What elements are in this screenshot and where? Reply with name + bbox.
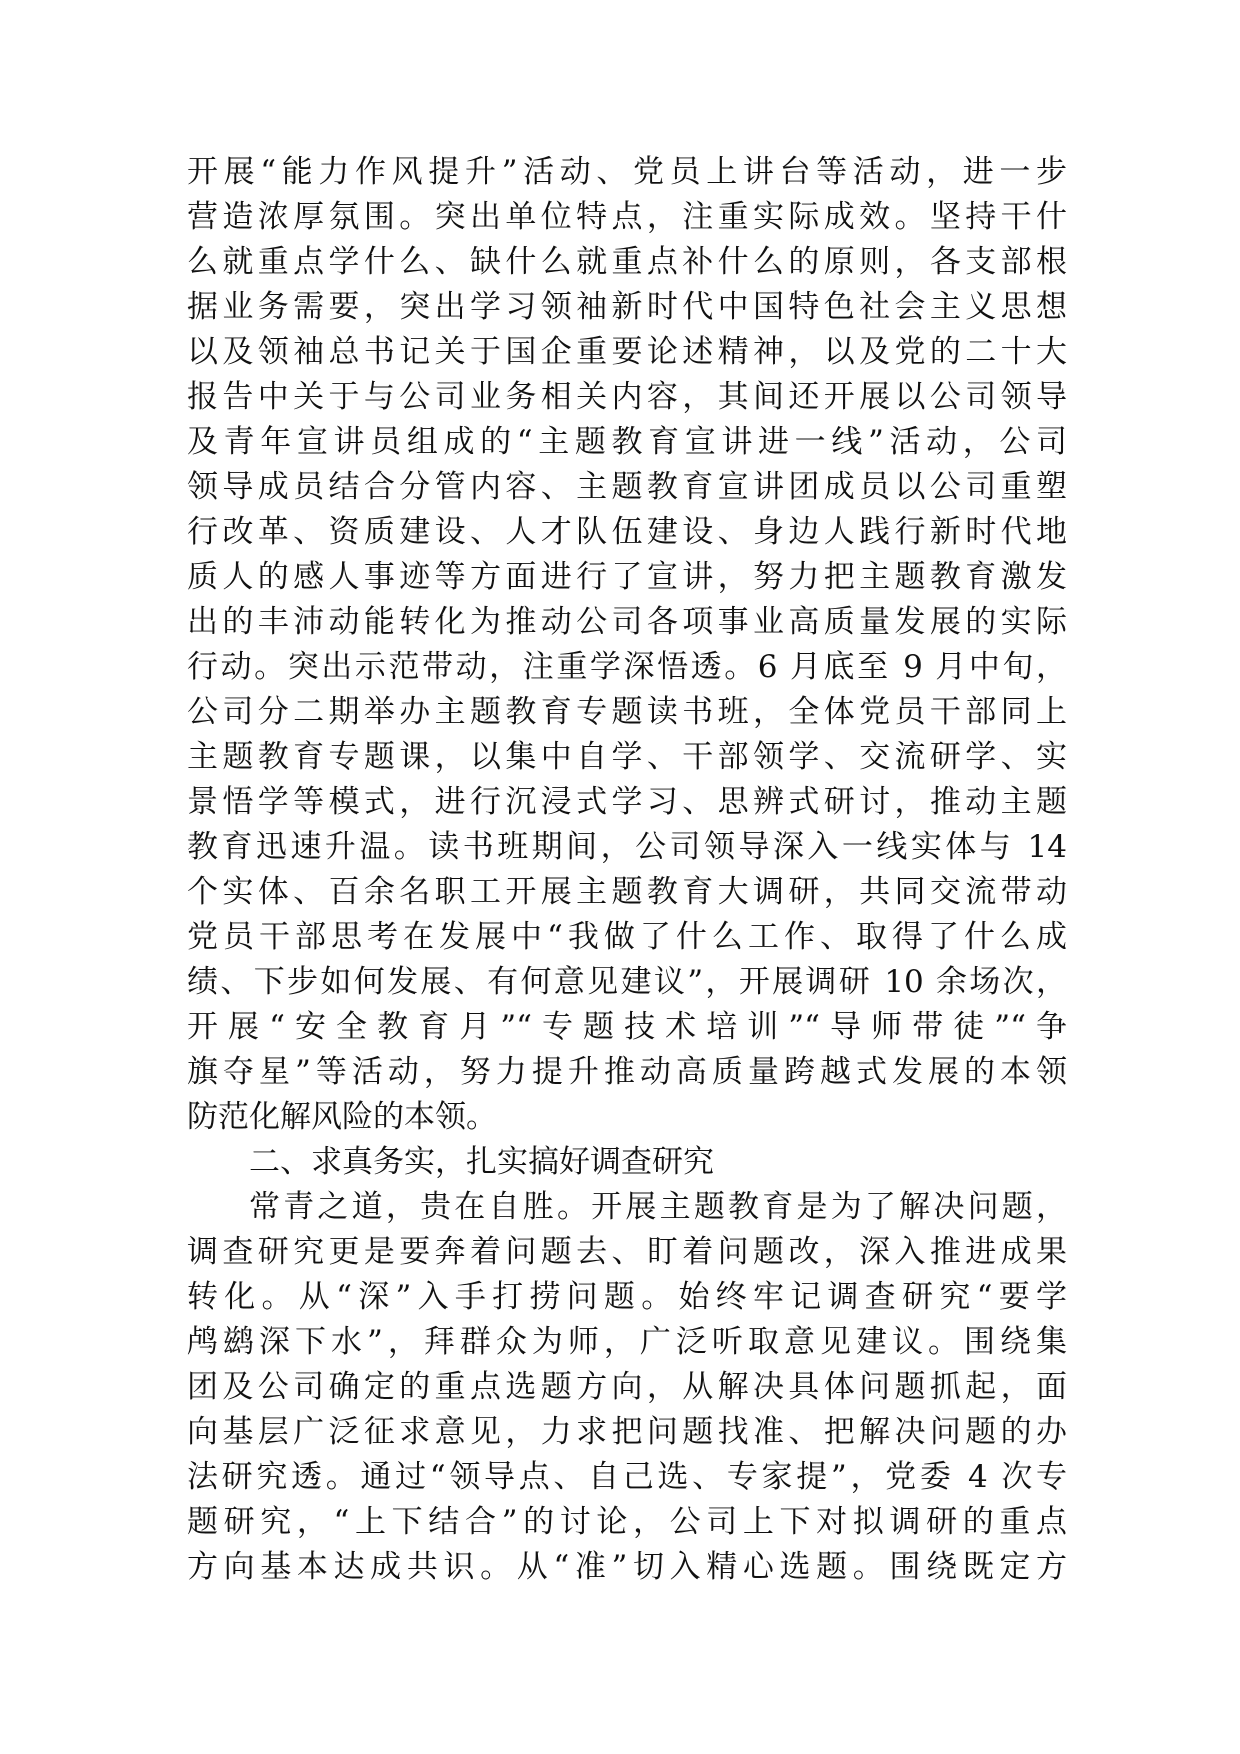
text-line: 向基层广泛征求意见，力求把问题找准、把解决问题的办 bbox=[187, 1414, 1067, 1450]
text-line: 行动。突出示范带动，注重学深悟透。6 月底至 9 月中旬， bbox=[187, 649, 1067, 685]
paragraph-first-line: 常青之道，贵在自胜。开展主题教育是为了解决问题， bbox=[249, 1189, 1067, 1225]
text-line: 质人的感人事迹等方面进行了宣讲，努力把主题教育激发 bbox=[187, 559, 1067, 595]
section-heading: 二、求真务实，扎实搞好调查研究 bbox=[249, 1144, 714, 1180]
text-line: 营造浓厚氛围。突出单位特点，注重实际成效。坚持干什 bbox=[187, 199, 1067, 235]
text-line: 个实体、百余名职工开展主题教育大调研，共同交流带动 bbox=[187, 874, 1067, 910]
text-line: 绩、下步如何发展、有何意见建议”，开展调研 10 余场次， bbox=[187, 964, 1067, 1000]
text-line: 教育迅速升温。读书班期间，公司领导深入一线实体与 14 bbox=[187, 829, 1067, 865]
text-line: 领导成员结合分管内容、主题教育宣讲团成员以公司重塑 bbox=[187, 469, 1067, 505]
text-line: 调查研究更是要奔着问题去、盯着问题改，深入推进成果 bbox=[187, 1234, 1067, 1270]
paragraph-end-line: 防范化解风险的本领。 bbox=[187, 1099, 497, 1135]
text-line: 法研究透。通过“领导点、自己选、专家提”，党委 4 次专 bbox=[187, 1459, 1067, 1495]
text-line: 报告中关于与公司业务相关内容，其间还开展以公司领导 bbox=[187, 379, 1067, 415]
text-line: 题研究，“上下结合”的讨论，公司上下对拟调研的重点 bbox=[187, 1504, 1067, 1540]
text-line: 旗夺星”等活动，努力提升推动高质量跨越式发展的本领 bbox=[187, 1054, 1067, 1090]
text-line: 主题教育专题课，以集中自学、干部领学、交流研学、实 bbox=[187, 739, 1067, 775]
text-line: 公司分二期举办主题教育专题读书班，全体党员干部同上 bbox=[187, 694, 1067, 730]
text-line: 行改革、资质建设、人才队伍建设、身边人践行新时代地 bbox=[187, 514, 1067, 550]
text-line: 据业务需要，突出学习领袖新时代中国特色社会主义思想 bbox=[187, 289, 1067, 325]
text-line: 鸬鹚深下水”，拜群众为师，广泛听取意见建议。围绕集 bbox=[187, 1324, 1067, 1360]
text-line: 开展“安全教育月”“专题技术培训”“导师带徒”“争 bbox=[187, 1009, 1067, 1045]
text-line: 及青年宣讲员组成的“主题教育宣讲进一线”活动，公司 bbox=[187, 424, 1067, 460]
text-line: 党员干部思考在发展中“我做了什么工作、取得了什么成 bbox=[187, 919, 1067, 955]
text-line: 出的丰沛动能转化为推动公司各项事业高质量发展的实际 bbox=[187, 604, 1067, 640]
text-line: 转化。从“深”入手打捞问题。始终牢记调查研究“要学 bbox=[187, 1279, 1067, 1315]
text-line: 开展“能力作风提升”活动、党员上讲台等活动，进一步 bbox=[187, 154, 1067, 190]
body-text bbox=[187, 150, 1067, 1590]
text-line: 么就重点学什么、缺什么就重点补什么的原则，各支部根 bbox=[187, 244, 1067, 280]
text-line: 方向基本达成共识。从“准”切入精心选题。围绕既定方 bbox=[187, 1549, 1067, 1585]
text-line: 以及领袖总书记关于国企重要论述精神，以及党的二十大 bbox=[187, 334, 1067, 370]
text-line: 团及公司确定的重点选题方向，从解决具体问题抓起，面 bbox=[187, 1369, 1067, 1405]
text-line: 景悟学等模式，进行沉浸式学习、思辨式研讨，推动主题 bbox=[187, 784, 1067, 820]
